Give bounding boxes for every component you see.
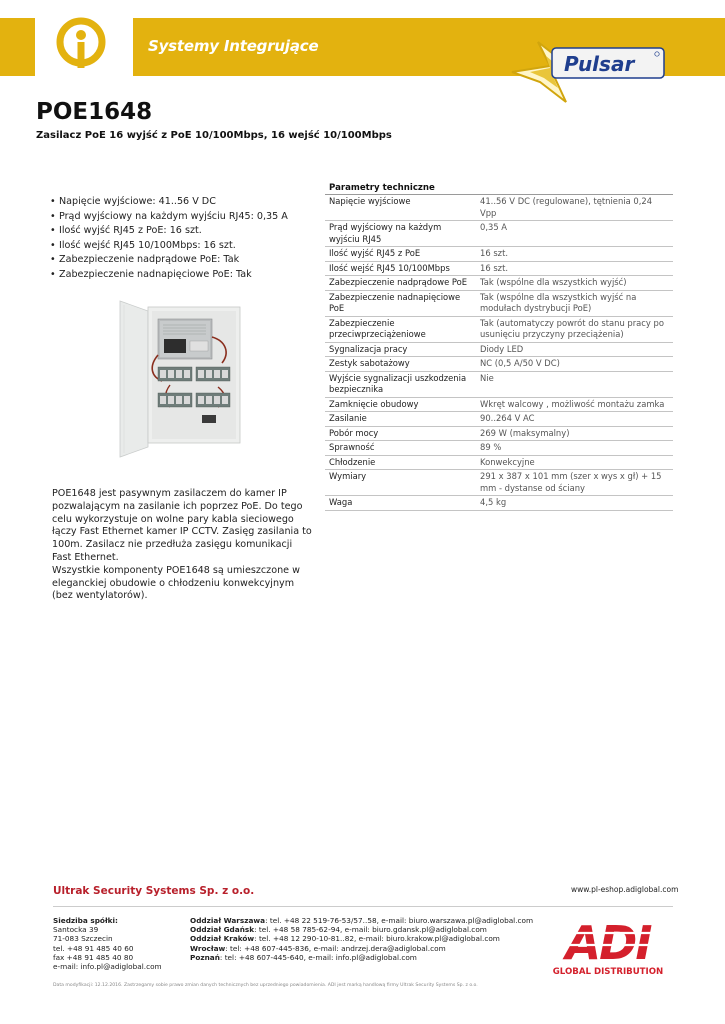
- param-value: Konwekcyjne: [480, 456, 535, 467]
- product-description: [52, 488, 314, 603]
- param-value: Nie: [480, 372, 494, 383]
- adi-logo-text: ADI: [565, 916, 651, 970]
- table-row: [325, 291, 673, 317]
- feature-item: • Prąd wyjściowy na każdym wyjściu RJ45: 0,35 A: [50, 210, 320, 225]
- param-label: Zabezpieczenie przeciwprzeciążeniowe: [329, 317, 426, 339]
- feature-item: • Ilość wejść RJ45 10/100Mbps: 16 szt.: [50, 239, 320, 254]
- footer-note: Data modyfikacji: 12.12.2016. Zastrzegamy sobie prawo zmian danych technicznych bez uprzedniego powiadomienia. ADI jest marką handlową firmy Ultrak Security Systems Sp. z o.o.: [53, 983, 478, 988]
- adi-logo: [544, 915, 672, 977]
- feature-list: [50, 195, 320, 283]
- param-label: Wymiary: [329, 471, 367, 481]
- description-paragraph: POE1648 jest pasywnym zasilaczem do kamer IP pozwalającym na zasilanie ich poprzez PoE. Do tego celu wykorzystuje on wolne pary kabla sieciowego łączy Fast Ethernet kamer IP CCTV. Zasięg zasilania to 100m. Zasilacz nie przedłuża zasięgu komunikacji Fast Ethernet.: [52, 488, 312, 563]
- footer-website-link[interactable]: www.pl-eshop.adiglobal.com: [571, 885, 679, 894]
- table-row: [325, 441, 673, 456]
- param-label: Zamknięcie obudowy: [329, 398, 419, 409]
- param-value: 0,35 A: [480, 222, 508, 232]
- hq-line: 71-083 Szczecin: [53, 934, 113, 944]
- footer-headquarters: [53, 916, 162, 971]
- branch-line: [190, 953, 533, 962]
- table-row: [325, 412, 673, 427]
- param-value: 291 x 387 x 101 mm (szer x wys x gł) + 15 mm - dystanse od ściany: [480, 471, 662, 493]
- branch-name: Oddział Gdańsk: [190, 925, 255, 935]
- param-label: Prąd wyjściowy na każdym wyjściu RJ45: [329, 222, 442, 244]
- feature-item: • Napięcie wyjściowe: 41..56 V DC: [50, 195, 320, 210]
- feature-item: • Zabezpieczenie nadprądowe PoE: Tak: [50, 253, 320, 268]
- branch-line: [190, 925, 533, 934]
- param-label: Zasilanie: [329, 413, 367, 423]
- param-label: Napięcie wyjściowe: [329, 196, 411, 206]
- branch-details: : tel: +48 607-445-836, e-mail: andrzej.dera@adiglobal.com: [225, 943, 446, 953]
- param-label: Chłodzenie: [329, 456, 376, 467]
- table-row: [325, 276, 673, 291]
- param-label: Zabezpieczenie nadprądowe PoE: [329, 277, 468, 287]
- branch-name: Oddział Warszawa: [190, 916, 266, 925]
- param-label: Ilość wyjść RJ45 z PoE: [329, 248, 421, 258]
- param-label: Zestyk sabotażowy: [329, 358, 410, 368]
- param-value: 90..264 V AC: [480, 413, 535, 423]
- param-value: Tak (wspólne dla wszystkich wyjść): [480, 277, 627, 287]
- pulsar-logo-text: Pulsar: [564, 52, 635, 76]
- branch-details: : tel: +48 607-445-640, e-mail: info.pl@adiglobal.com: [219, 952, 417, 962]
- header-band-title: Systemy Integrujące: [148, 37, 319, 55]
- param-value: 269 W (maksymalny): [480, 427, 570, 438]
- table-row: [325, 221, 673, 247]
- pulsar-logo: [508, 36, 668, 108]
- param-value: 4,5 kg: [480, 497, 507, 507]
- param-label: Wyjście sygnalizacji uszkodzenia bezpiecznika: [329, 372, 467, 394]
- footer-company-name: Ultrak Security Systems Sp. z o.o.: [53, 885, 255, 897]
- feature-item: • Ilość wyjść RJ45 z PoE: 16 szt.: [50, 224, 320, 239]
- hq-line: fax +48 91 485 40 80: [53, 952, 134, 962]
- table-row: [325, 470, 673, 496]
- info-circle-logo-icon: [52, 16, 110, 76]
- param-label: Sygnalizacja pracy: [329, 343, 408, 354]
- branch-details: : tel. +48 22 519-76-53/57..58, e-mail: biuro.warszawa.pl@adiglobal.com: [265, 916, 534, 925]
- param-label: Sprawność: [329, 442, 375, 452]
- table-row: [325, 456, 673, 471]
- param-value: 89 %: [480, 442, 502, 452]
- branch-line: [190, 934, 533, 943]
- hq-line: Santocka 39: [53, 925, 99, 935]
- branch-details: : tel. +48 12 290-10-81..82, e-mail: biuro.krakow.pl@adiglobal.com: [254, 934, 500, 944]
- param-label: Waga: [329, 497, 353, 507]
- product-title: POE1648: [36, 99, 153, 125]
- footer-divider: [53, 906, 673, 907]
- param-label: Zabezpieczenie nadnapięciowe PoE: [329, 291, 461, 313]
- footer-branches: [190, 916, 533, 962]
- branch-line: [190, 916, 533, 925]
- param-value: Tak (automatyczy powrót do stanu pracy po usunięciu przyczyny przeciążenia): [480, 317, 664, 339]
- table-row: [325, 247, 673, 262]
- table-row: [325, 427, 673, 442]
- branch-name: Oddział Kraków: [190, 934, 255, 944]
- header-left-accent: [0, 18, 35, 76]
- param-label: Pobór mocy: [329, 427, 379, 438]
- parameters-table-title: Parametry techniczne: [325, 182, 673, 195]
- product-subtitle: Zasilacz PoE 16 wyjść z PoE 10/100Mbps, 16 wejść 10/100Mbps: [36, 130, 392, 141]
- hq-line: e-mail: info.pl@adiglobal.com: [53, 962, 162, 972]
- branch-details: : tel. +48 58 785-62-94, e-mail: biuro.gdansk.pl@adiglobal.com: [254, 925, 487, 935]
- hq-line: tel. +48 91 485 40 60: [53, 943, 134, 953]
- branch-name: Wrocław: [190, 943, 226, 953]
- adi-tagline: GLOBAL DISTRIBUTION: [552, 967, 664, 977]
- param-value: NC (0,5 A/50 V DC): [480, 358, 560, 368]
- table-row: [325, 317, 673, 343]
- table-row: [325, 262, 673, 277]
- table-row: [325, 398, 673, 413]
- param-value: 41..56 V DC (regulowane), tętnienia 0,24 Vpp: [480, 196, 653, 218]
- hq-heading: Siedziba spółki:: [53, 916, 118, 925]
- param-value: 16 szt.: [480, 262, 509, 273]
- table-row: [325, 343, 673, 358]
- table-row: [325, 496, 673, 511]
- param-value: Wkręt walcowy , możliwość montażu zamka: [480, 398, 665, 409]
- param-label: Ilość wejść RJ45 10/100Mbps: [329, 262, 450, 273]
- branch-line: [190, 944, 533, 953]
- parameters-table: [325, 182, 673, 511]
- param-value: Tak (wspólne dla wszystkich wyjść na modułach dystrybucji PoE): [480, 291, 637, 313]
- description-paragraph: Wszystkie komponenty POE1648 są umieszczone w eleganckiej obudowie o chłodzeniu konwekcyjnym (bez wentylatorów).: [52, 564, 300, 602]
- feature-item: • Zabezpieczenie nadnapięciowe PoE: Tak: [50, 268, 320, 283]
- branch-name: Poznań: [190, 952, 220, 962]
- param-value: 16 szt.: [480, 248, 509, 258]
- param-value: Diody LED: [480, 343, 524, 354]
- table-row: [325, 357, 673, 372]
- product-image: [118, 297, 244, 459]
- table-row: [325, 195, 673, 221]
- table-row: [325, 372, 673, 398]
